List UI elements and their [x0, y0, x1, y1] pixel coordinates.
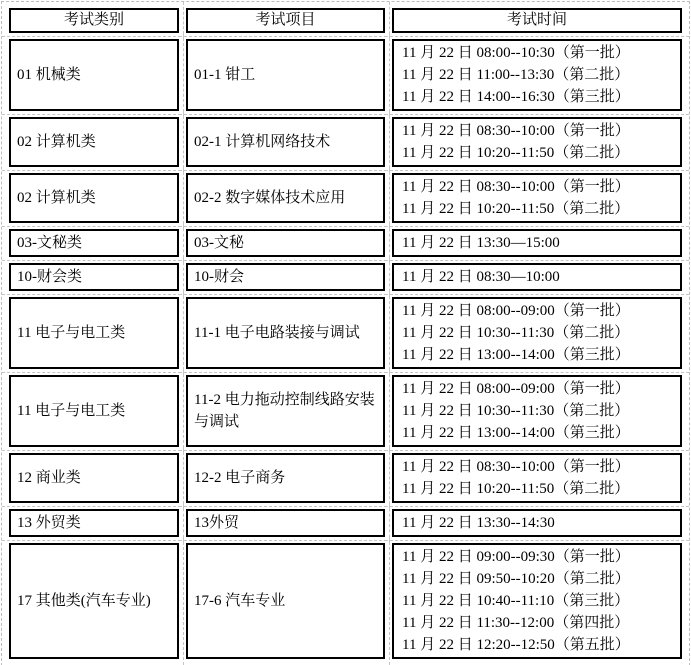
exam-time-line: 11 月 22 日 08:30—10:00: [402, 269, 560, 285]
exam-project-cell: 13外贸: [186, 509, 385, 537]
exam-time-cell: [392, 39, 682, 111]
exam-schedule-table: [2, 2, 689, 665]
exam-time-cell: [392, 263, 682, 291]
exam-project-cell: 11-1 电子电路装接与调试: [186, 297, 385, 369]
exam-time-line: 11 月 22 日 11:00--13:30（第二批）: [402, 67, 630, 83]
exam-time-line: 11 月 22 日 12:20--12:50（第五批）: [402, 637, 630, 653]
exam-project-cell: 10-财会: [186, 263, 385, 291]
exam-time-line: 11 月 22 日 10:30--11:30（第二批）: [402, 403, 630, 419]
exam-row: [9, 543, 682, 659]
exam-row: [9, 39, 682, 111]
exam-time-line: 11 月 22 日 13:00--14:00（第三批）: [402, 425, 630, 441]
exam-time-line: 11 月 22 日 09:00--09:30（第一批）: [402, 549, 630, 565]
exam-project-cell: 02-2 数字媒体技术应用: [186, 173, 385, 223]
exam-time-line: 11 月 22 日 10:20--11:50（第二批）: [402, 201, 630, 217]
exam-category-cell: 03-文秘类: [9, 229, 179, 257]
exam-row: [9, 263, 682, 291]
exam-time-line: 11 月 22 日 08:00--09:00（第一批）: [402, 303, 630, 319]
exam-category-cell: 02 计算机类: [9, 173, 179, 223]
exam-project-cell: 01-1 钳工: [186, 39, 385, 111]
header-row: [9, 8, 682, 33]
exam-category-cell: 10-财会类: [9, 263, 179, 291]
exam-time-line: 11 月 22 日 08:30--10:00（第一批）: [402, 179, 630, 195]
exam-category-cell: 01 机械类: [9, 39, 179, 111]
exam-time-line: 11 月 22 日 13:00--14:00（第三批）: [402, 347, 630, 363]
exam-row: [9, 509, 682, 537]
exam-category-cell: 11 电子与电工类: [9, 375, 179, 447]
exam-category-cell: 11 电子与电工类: [9, 297, 179, 369]
exam-time-line: 11 月 22 日 08:30--10:00（第一批）: [402, 123, 630, 139]
exam-project-cell: 11-2 电力拖动控制线路安装与调试: [186, 375, 385, 447]
exam-table-body: [9, 8, 682, 659]
exam-row: [9, 117, 682, 167]
exam-time-cell: [392, 229, 682, 257]
exam-time-cell: [392, 453, 682, 503]
exam-time-line: 11 月 22 日 09:50--10:20（第二批）: [402, 571, 630, 587]
exam-row: [9, 375, 682, 447]
exam-time-line: 11 月 22 日 13:30—15:00: [402, 235, 560, 251]
exam-category-cell: 02 计算机类: [9, 117, 179, 167]
exam-row: [9, 229, 682, 257]
exam-time-line: 11 月 22 日 10:40--11:10（第三批）: [402, 593, 630, 609]
header-exam-category: 考试类别: [9, 8, 179, 33]
exam-time-line: 11 月 22 日 08:00--09:00（第一批）: [402, 381, 630, 397]
exam-time-cell: [392, 117, 682, 167]
exam-project-cell: 03-文秘: [186, 229, 385, 257]
exam-category-cell: 12 商业类: [9, 453, 179, 503]
exam-time-line: 11 月 22 日 08:00--10:30（第一批）: [402, 45, 630, 61]
exam-category-cell: 13 外贸类: [9, 509, 179, 537]
exam-time-cell: [392, 543, 682, 659]
exam-row: [9, 297, 682, 369]
exam-time-cell: [392, 297, 682, 369]
exam-time-line: 11 月 22 日 14:00--16:30（第三批）: [402, 89, 630, 105]
exam-time-cell: [392, 509, 682, 537]
exam-time-cell: [392, 173, 682, 223]
exam-project-cell: 17-6 汽车专业: [186, 543, 385, 659]
exam-time-cell: [392, 375, 682, 447]
exam-project-cell: 02-1 计算机网络技术: [186, 117, 385, 167]
header-exam-time: 考试时间: [392, 8, 682, 33]
exam-time-line: 11 月 22 日 10:20--11:50（第二批）: [402, 145, 630, 161]
exam-time-line: 11 月 22 日 10:20--11:50（第二批）: [402, 481, 630, 497]
exam-schedule-frame: [1, 1, 690, 665]
exam-category-cell: 17 其他类(汽车专业): [9, 543, 179, 659]
exam-row: [9, 173, 682, 223]
exam-time-line: 11 月 22 日 10:30--11:30（第二批）: [402, 325, 630, 341]
exam-time-line: 11 月 22 日 08:30--10:00（第一批）: [402, 459, 630, 475]
exam-time-line: 11 月 22 日 11:30--12:00（第四批）: [402, 615, 630, 631]
header-exam-project: 考试项目: [186, 8, 385, 33]
exam-time-line: 11 月 22 日 13:30--14:30: [402, 515, 555, 531]
exam-project-cell: 12-2 电子商务: [186, 453, 385, 503]
exam-row: [9, 453, 682, 503]
